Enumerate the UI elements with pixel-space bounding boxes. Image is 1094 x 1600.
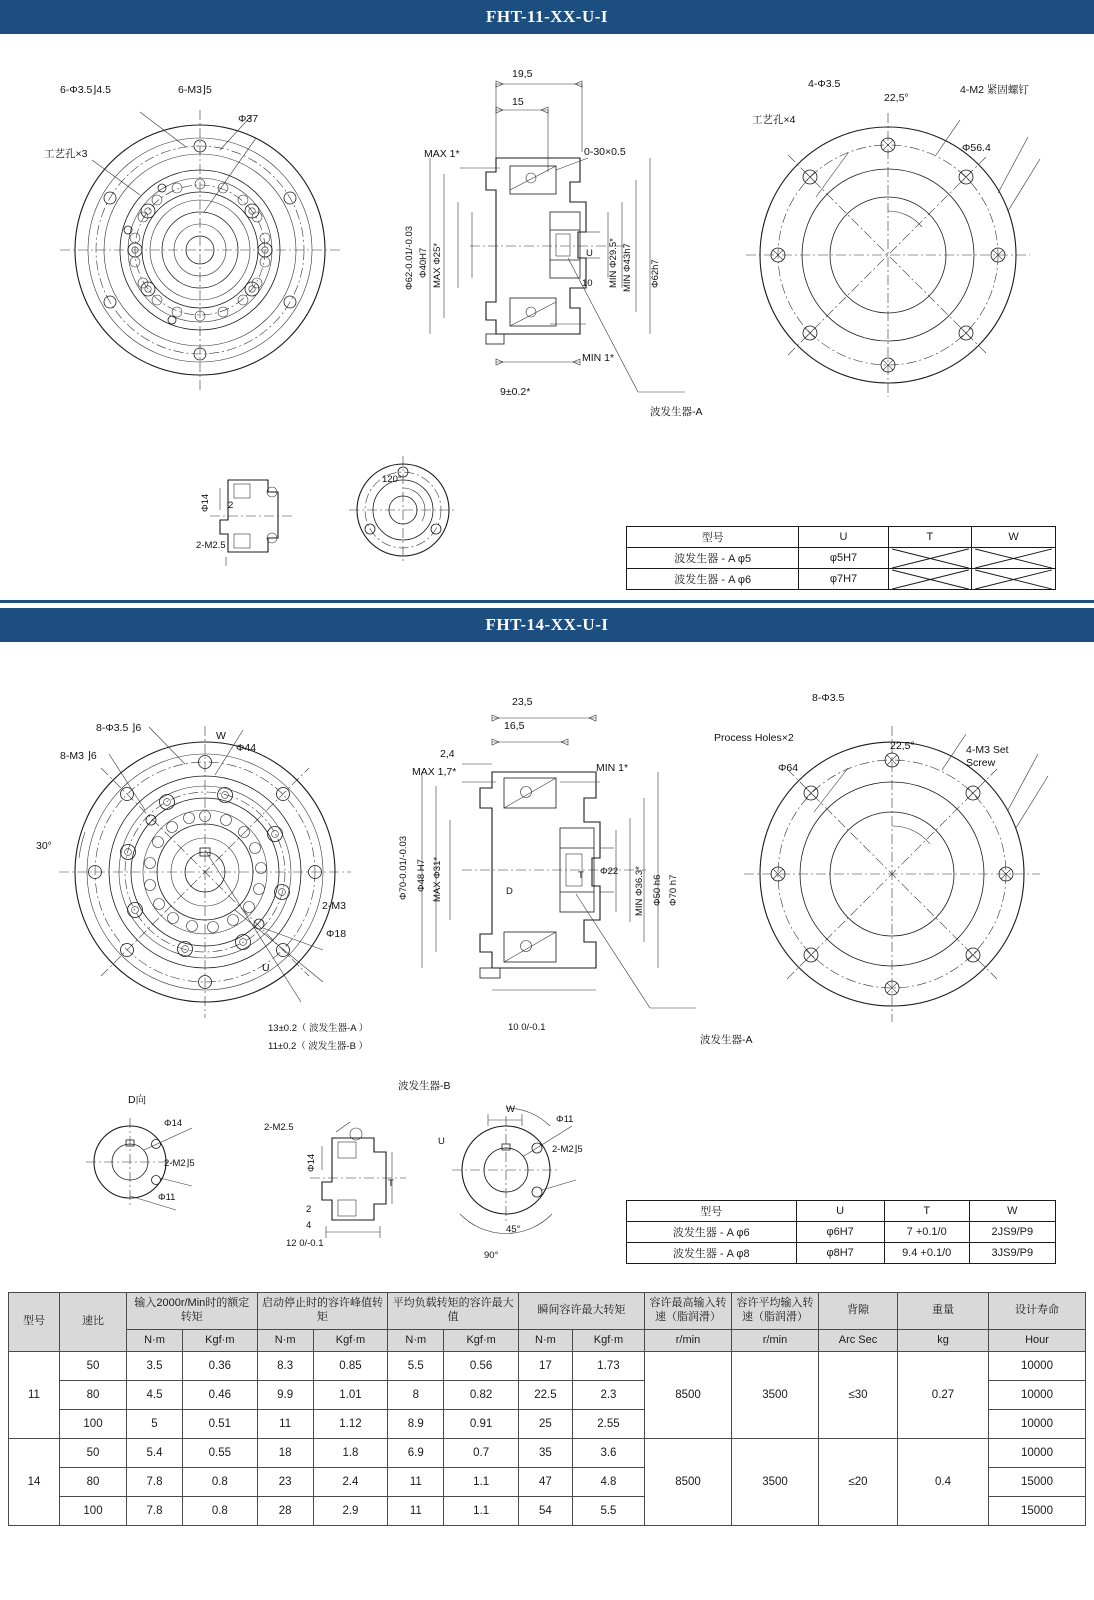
cell-kgf2: 0.85 (313, 1352, 388, 1381)
label14-13pm02: 13±0.2（ 波发生器-A ） (268, 1023, 369, 1034)
fht11-detail-end (345, 452, 465, 572)
label14-phi22: Φ22 (600, 866, 619, 877)
label-min-phi295: MIN Φ29.5* (608, 238, 619, 288)
label14-bend-90deg: 90° (484, 1250, 499, 1261)
spec14-row-1 (627, 1222, 1056, 1243)
th-backlash: 背隙 (819, 1293, 898, 1330)
label-15: 15 (512, 96, 524, 108)
cell-nm4: 22.5 (518, 1381, 572, 1410)
label-22-5deg: 22,5° (884, 92, 909, 104)
label14-10-0-01: 10 0/-0.1 (508, 1022, 546, 1033)
label14-d: D (506, 886, 513, 897)
th-unit-nm1: N·m (127, 1329, 183, 1352)
spec11-row-1 (627, 548, 1056, 569)
label14-b-12: 12 0/-0.1 (286, 1238, 324, 1249)
fht11-rear-view (740, 110, 1040, 400)
cell-life: 10000 (989, 1352, 1086, 1381)
label14-min-phi363: MIN Φ36.3* (634, 866, 645, 916)
label-9pm02: 9±0.2* (500, 386, 531, 398)
cell-nm3: 8.9 (388, 1410, 444, 1439)
section-header-fht11 (0, 0, 1094, 34)
spec11-r1-model: 波发生器 - A φ5 (627, 548, 799, 569)
spec11-h-w: W (972, 527, 1056, 548)
table-row (9, 1439, 1086, 1468)
spec14-h-model: 型号 (627, 1201, 797, 1222)
spec11-r1-w (972, 548, 1056, 569)
label14-rear-phi64: Φ64 (778, 762, 799, 774)
section-header-fht14 (0, 608, 1094, 642)
section-divider (0, 600, 1094, 603)
th-start-stop: 启动停止时的容许峰值转矩 (257, 1293, 388, 1330)
cell-ratio: 100 (60, 1410, 127, 1439)
fht14-spec-table (626, 1200, 1056, 1264)
label-phi40h7: Φ40H7 (418, 247, 429, 278)
spec14-r1-w: 2JS9/P9 (969, 1222, 1055, 1243)
label14-8-phi35: 8-Φ3.5 ⌋6 (96, 722, 142, 734)
spec11-row-2 (627, 569, 1056, 590)
cell-nm1: 7.8 (127, 1468, 183, 1497)
label14-max-phi31: MAX Φ31* (432, 856, 443, 902)
label14-rear-process-holes: Process Holes×2 (714, 732, 794, 744)
label14-b-2m25: 2-M2.5 (264, 1122, 294, 1133)
fht11-section-view (400, 62, 690, 432)
cell-ratio: 80 (60, 1381, 127, 1410)
spec11-r2-model: 波发生器 - A φ6 (627, 569, 799, 590)
label-process-holes-3: 工艺孔×3 (44, 148, 88, 160)
label-process-holes-4: 工艺孔×4 (752, 114, 796, 126)
cell-kgf4: 2.55 (572, 1410, 644, 1439)
cell-nm3: 11 (388, 1497, 444, 1526)
th-ratio: 速比 (60, 1293, 127, 1352)
cell-kgf3: 0.82 (444, 1381, 519, 1410)
label14-b-phi14: Φ14 (306, 1153, 317, 1172)
spec11-h-u: U (799, 527, 888, 548)
label14-b-t: T (388, 1178, 394, 1189)
cell-kgf1: 0.51 (183, 1410, 258, 1439)
cell-kgf2: 1.8 (313, 1439, 388, 1468)
cell-life: 10000 (989, 1410, 1086, 1439)
cell-max-input-speed: 8500 (645, 1439, 732, 1526)
label-phi14-detail: Φ14 (200, 493, 211, 512)
cell-kgf3: 0.91 (444, 1410, 519, 1439)
label14-phi18: Φ18 (326, 928, 347, 940)
label14-11pm02: 11±0.2（ 波发生器-B ） (268, 1041, 369, 1052)
label14-phi48h7: Φ48 H7 (416, 859, 427, 892)
label-phi37: Φ37 (238, 113, 259, 125)
spec14-r1-t: 7 +0.1/0 (884, 1222, 969, 1243)
spec11-r1-t (888, 548, 972, 569)
fht14-wavegen-b-end (432, 1108, 602, 1258)
label-0-30x05: 0-30×0.5 (584, 146, 626, 158)
label14-bend-u: U (438, 1136, 445, 1147)
cell-nm4: 47 (518, 1468, 572, 1497)
label-120deg: 120° (382, 474, 402, 485)
label14-2-m3: 2-M3 (322, 900, 346, 912)
th-unit-rmin1: r/min (645, 1329, 732, 1352)
label14-bend-45deg: 45° (506, 1224, 521, 1235)
cell-nm2: 8.3 (257, 1352, 313, 1381)
label14-8-m3: 8-M3 ⌋6 (60, 750, 97, 762)
spec14-r1-u: φ6H7 (796, 1222, 884, 1243)
cell-kgf3: 1.1 (444, 1497, 519, 1526)
cell-kgf3: 1.1 (444, 1468, 519, 1497)
cell-backlash: ≤20 (819, 1439, 898, 1526)
label14-rear-8-phi35: 8-Φ3.5 (812, 692, 845, 704)
cell-life: 10000 (989, 1439, 1086, 1468)
cell-model-11: 11 (9, 1352, 60, 1439)
label-phi56-4: Φ56.4 (962, 142, 991, 154)
cell-kgf3: 0.7 (444, 1439, 519, 1468)
th-unit-nm2: N·m (257, 1329, 313, 1352)
label14-d-phi14: Φ14 (164, 1118, 183, 1129)
label14-2-4: 2,4 (440, 748, 455, 760)
cell-kgf3: 0.56 (444, 1352, 519, 1381)
label14-bend-phi11: Φ11 (556, 1114, 574, 1125)
spec14-r2-t: 9.4 +0.1/0 (884, 1243, 969, 1264)
cell-kgf2: 2.9 (313, 1497, 388, 1526)
label-max1: MAX 1* (424, 148, 460, 160)
cell-nm3: 11 (388, 1468, 444, 1497)
fht11-spec-table (626, 526, 1056, 590)
cell-nm4: 17 (518, 1352, 572, 1381)
cell-nm4: 54 (518, 1497, 572, 1526)
cell-nm4: 35 (518, 1439, 572, 1468)
spec11-h-model: 型号 (627, 527, 799, 548)
cell-avg-input-speed: 3500 (732, 1352, 819, 1439)
label14-phi70h7: Φ70 h7 (668, 874, 679, 906)
th-unit-kgf4: Kgf·m (572, 1329, 644, 1352)
label14-bend-w: W (506, 1104, 515, 1115)
cell-max-input-speed: 8500 (645, 1352, 732, 1439)
fht11-front-view (40, 100, 360, 390)
label-phi62h7: Φ62h7 (650, 259, 661, 288)
th-unit-kgf1: Kgf·m (183, 1329, 258, 1352)
cell-nm1: 5 (127, 1410, 183, 1439)
th-rated-torque: 输入2000r/Min时的额定转矩 (127, 1293, 258, 1330)
label-19-5: 19,5 (512, 68, 533, 80)
label14-d-phi11: Φ11 (158, 1192, 176, 1203)
label-max-phi25: MAX Φ25* (432, 242, 443, 288)
section-title-2: FHT-14-XX-U-I (485, 615, 609, 634)
fht14-section-view (400, 690, 700, 1030)
label-2-detail: 2 (228, 500, 234, 511)
cell-kgf2: 2.4 (313, 1468, 388, 1497)
label-min-phi43h7: MIN Φ43h7 (622, 243, 633, 292)
th-avg-load: 平均负载转矩的容许最大值 (388, 1293, 519, 1330)
cell-kgf1: 0.8 (183, 1468, 258, 1497)
th-unit-nm3: N·m (388, 1329, 444, 1352)
th-avg-input-speed: 容许平均输入转速（脂润滑） (732, 1293, 819, 1330)
cell-life: 15000 (989, 1497, 1086, 1526)
label14-min1: MIN 1* (596, 762, 629, 774)
th-model: 型号 (9, 1293, 60, 1352)
label14-wave-gen-a: 波发生器-A (700, 1034, 753, 1046)
label-6-m3: 6-M3⌋5 (178, 84, 212, 96)
spec14-r2-w: 3JS9/P9 (969, 1243, 1055, 1264)
cell-kgf4: 1.73 (572, 1352, 644, 1381)
th-momentary: 瞬间容许最大转矩 (518, 1293, 644, 1330)
th-weight: 重量 (898, 1293, 989, 1330)
label14-d-2m2: 2-M2⌋5 (164, 1158, 195, 1169)
spec14-h-t: T (884, 1201, 969, 1222)
label14-16-5: 16,5 (504, 720, 525, 732)
cell-nm2: 28 (257, 1497, 313, 1526)
spec14-r2-model: 波发生器 - A φ8 (627, 1243, 797, 1264)
spec11-r1-u: φ5H7 (799, 548, 888, 569)
th-life: 设计寿命 (989, 1293, 1086, 1330)
cell-ratio: 50 (60, 1352, 127, 1381)
cell-nm1: 7.8 (127, 1497, 183, 1526)
th-unit-kgf2: Kgf·m (313, 1329, 388, 1352)
cell-nm1: 3.5 (127, 1352, 183, 1381)
fht14-wavegen-b-side (296, 1112, 436, 1252)
th-unit-kgf3: Kgf·m (444, 1329, 519, 1352)
spec11-r2-w (972, 569, 1056, 590)
spec14-row-2 (627, 1243, 1056, 1264)
cell-nm1: 5.4 (127, 1439, 183, 1468)
section-title-1: FHT-11-XX-U-I (485, 7, 609, 26)
label14-w: W (216, 730, 226, 742)
cell-kgf1: 0.46 (183, 1381, 258, 1410)
label14-30deg: 30° (36, 840, 52, 852)
spec14-h-u: U (796, 1201, 884, 1222)
cell-kgf4: 4.8 (572, 1468, 644, 1497)
label14-max17: MAX 1,7* (412, 766, 457, 778)
spec14-r2-u: φ8H7 (796, 1243, 884, 1264)
cell-kgf2: 1.12 (313, 1410, 388, 1439)
cell-ratio: 50 (60, 1439, 127, 1468)
cell-nm2: 9.9 (257, 1381, 313, 1410)
cell-nm3: 6.9 (388, 1439, 444, 1468)
cell-nm2: 11 (257, 1410, 313, 1439)
label-10: 10 (582, 278, 593, 289)
cell-nm4: 25 (518, 1410, 572, 1439)
cell-ratio: 80 (60, 1468, 127, 1497)
cell-nm1: 4.5 (127, 1381, 183, 1410)
label-u: U (586, 248, 593, 259)
label14-phi50h6: Φ50 h6 (652, 874, 663, 906)
fht14-front-view (40, 720, 370, 1020)
cell-life: 10000 (989, 1381, 1086, 1410)
cell-nm2: 23 (257, 1468, 313, 1497)
spec11-r2-t (888, 569, 972, 590)
cell-kgf1: 0.8 (183, 1497, 258, 1526)
label14-t: T (578, 870, 584, 881)
label-wave-generator-a: 波发生器-A (650, 406, 703, 418)
cell-kgf2: 1.01 (313, 1381, 388, 1410)
cell-weight: 0.27 (898, 1352, 989, 1439)
label-4-m2-set-screw: 4-M2 紧固螺钉 (960, 84, 1029, 96)
th-unit-hour: Hour (989, 1329, 1086, 1352)
label14-b-2: 2 (306, 1204, 312, 1215)
cell-kgf4: 5.5 (572, 1497, 644, 1526)
spec11-r2-u: φ7H7 (799, 569, 888, 590)
fht11-detail-side (190, 462, 330, 572)
table-header-row-2 (9, 1329, 1086, 1352)
label14-wavegen-b-title: 波发生器-B (398, 1080, 451, 1092)
spec14-r1-model: 波发生器 - A φ6 (627, 1222, 797, 1243)
table-header-row-1 (9, 1293, 1086, 1330)
label14-u: U (262, 962, 270, 974)
label-phi62: Φ62-0.01/-0.03 (404, 225, 415, 290)
label14-bend-2m2: 2-M2⌋5 (552, 1144, 583, 1155)
label-min1: MIN 1* (582, 352, 615, 364)
cell-avg-input-speed: 3500 (732, 1439, 819, 1526)
th-max-input-speed: 容许最高输入转速（脂润滑） (645, 1293, 732, 1330)
cell-nm3: 8 (388, 1381, 444, 1410)
cell-backlash: ≤30 (819, 1352, 898, 1439)
cell-kgf4: 2.3 (572, 1381, 644, 1410)
label14-rear-4-m3-set-screw: 4-M3 Set Screw (966, 744, 1009, 769)
th-unit-nm4: N·m (518, 1329, 572, 1352)
cell-kgf1: 0.55 (183, 1439, 258, 1468)
label14-b-4: 4 (306, 1220, 312, 1231)
label-2-m25: 2-M2.5 (196, 540, 226, 551)
th-unit-rmin2: r/min (732, 1329, 819, 1352)
main-spec-table (8, 1292, 1086, 1526)
cell-weight: 0.4 (898, 1439, 989, 1526)
cell-kgf1: 0.36 (183, 1352, 258, 1381)
label14-23-5: 23,5 (512, 696, 533, 708)
label14-rear-22-5: 22,5° (890, 740, 915, 752)
cell-kgf4: 3.6 (572, 1439, 644, 1468)
cell-ratio: 100 (60, 1497, 127, 1526)
cell-life: 15000 (989, 1468, 1086, 1497)
label-6-phi35: 6-Φ3.5⌋4.5 (60, 84, 112, 96)
spec11-h-t: T (888, 527, 972, 548)
label14-d-direction: D向 (128, 1094, 147, 1106)
table-row (9, 1352, 1086, 1381)
th-unit-arcsec: Arc Sec (819, 1329, 898, 1352)
cell-nm2: 18 (257, 1439, 313, 1468)
spec14-h-w: W (969, 1201, 1055, 1222)
cell-model-14: 14 (9, 1439, 60, 1526)
th-unit-kg: kg (898, 1329, 989, 1352)
label14-phi70: Φ70-0.01/-0.03 (398, 835, 409, 900)
label-4-phi35: 4-Φ3.5 (808, 78, 841, 90)
cell-nm3: 5.5 (388, 1352, 444, 1381)
label14-phi44: Φ44 (236, 742, 257, 754)
